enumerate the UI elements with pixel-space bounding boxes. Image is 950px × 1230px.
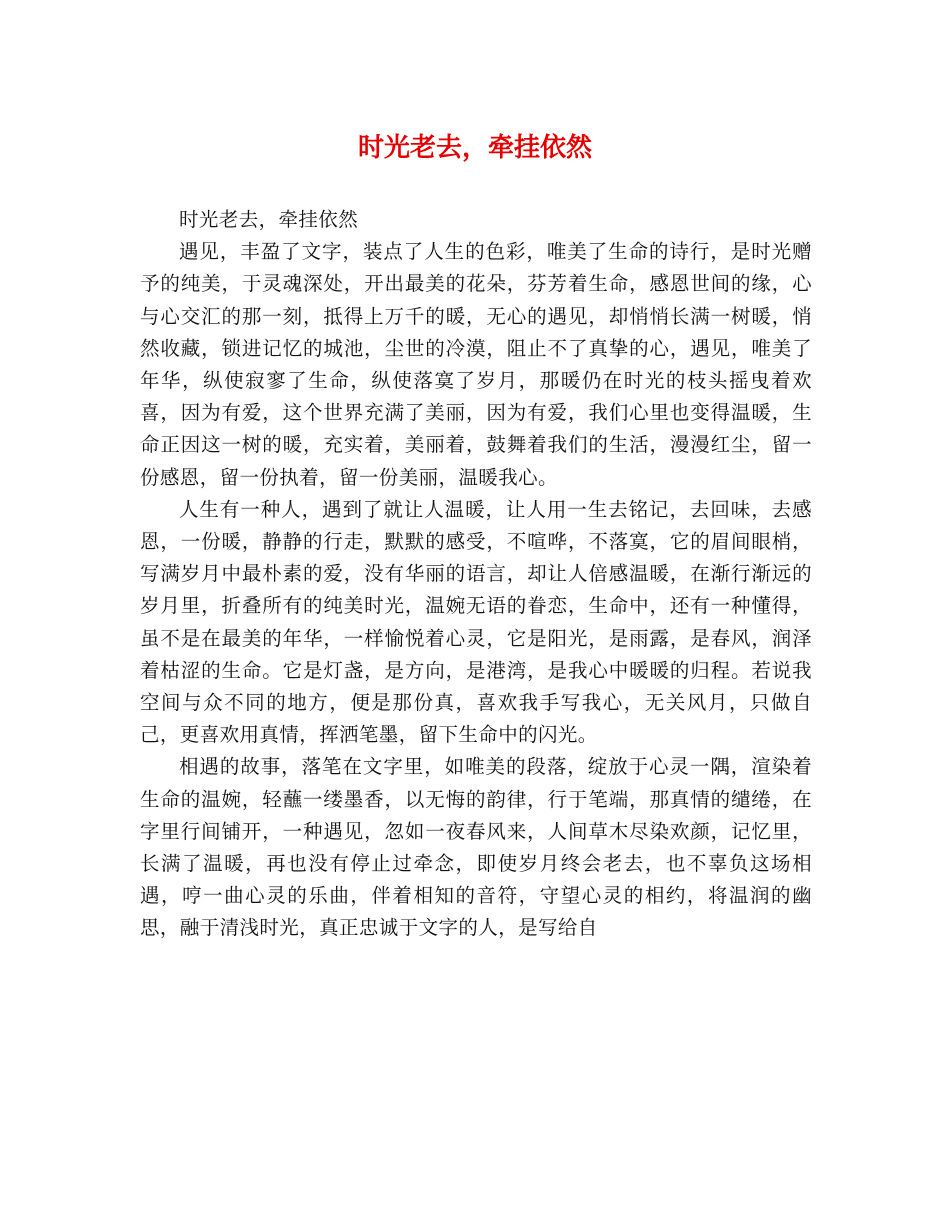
paragraph: 人生有一种人，遇到了就让人温暖，让人用一生去铭记，去回味，去感恩，一份暖，静静的行走，默默的感受，不喧哗，不落寞，它的眉间眼梢，写满岁月中最朴素的爱，没有华丽的语言，却让人倍感温暖，在渐行渐远的岁月里，折叠所有的纯美时光，温婉无语的眷恋，生命中，还有一种懂得，虽不是在最美的年华，一样愉悦着心灵，它是阳光，是雨露，是春风，润泽着枯涩的生命。它是灯盏，是方向，是港湾，是我心中暖暖的归程。若说我空间与众不同的地方，便是那份真，喜欢我手写我心，无关风月，只做自己，更喜欢用真情，挥洒笔墨，留下生命中的闪光。 — [140, 497, 812, 747]
paragraph: 遇见，丰盈了文字，装点了人生的色彩，唯美了生命的诗行，是时光赠予的纯美，于灵魂深处，开出最美的花朵，芬芳着生命，感恩世间的缘，心与心交汇的那一刻，抵得上万千的暖，无心的遇见，却悄悄长满一树暖，悄然收藏，锁进记忆的城池，尘世的冷漠，阻止不了真挚的心，遇见，唯美了年华，纵使寂寥了生命，纵使落寞了岁月，那暖仍在时光的枝头摇曳着欢喜，因为有爱，这个世界充满了美丽，因为有爱，我们心里也变得温暖，生命正因这一树的暖，充实着，美丽着，鼓舞着我们的生活，漫漫红尘，留一份感恩，留一份执着，留一份美丽，温暖我心。 — [140, 240, 812, 489]
document-body — [140, 204, 812, 945]
paragraph-subtitle: 时光老去，牵挂依然 — [179, 208, 359, 231]
paragraph: 相遇的故事，落笔在文字里，如唯美的段落，绽放于心灵一隅，渲染着生命的温婉，轻蘸一缕墨香，以无悔的韵律，行于笔端，那真情的缱绻，在字里行间铺开，一种遇见，忽如一夜春风来，人间草木尽染欢颜，记忆里，长满了温暖，再也没有停止过牵念，即使岁月终会老去，也不辜负这场相遇，哼一曲心灵的乐曲，伴着相知的音符，守望心灵的相约，将温润的幽思，融于清浅时光，真正忠诚于文字的人，是写给自 — [140, 755, 812, 940]
document-title: 时光老去，牵挂依然 — [357, 133, 592, 163]
